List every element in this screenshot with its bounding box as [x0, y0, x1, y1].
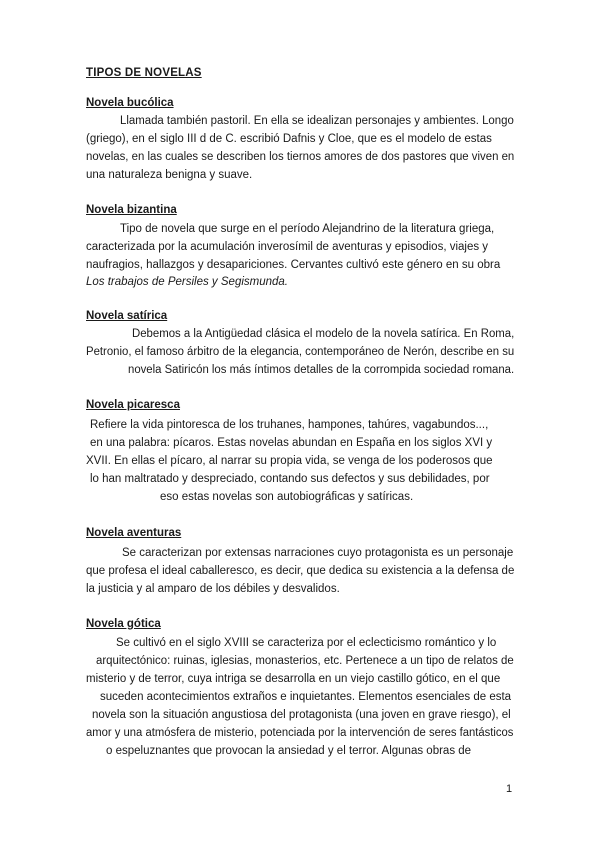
paragraph-line: una naturaleza benigna y suave. [86, 169, 253, 181]
paragraph-line: suceden acontecimientos extraños e inquietantes. Elementos esenciales de esta [100, 691, 512, 703]
document-title: TIPOS DE NOVELAS [86, 67, 202, 79]
section-heading-satirica: Novela satírica [86, 310, 168, 322]
paragraph-line: novela Satiricón los más íntimos detalles de la corrompida sociedad romana. [128, 364, 515, 376]
paragraph-line: misterio y de terror, cuya intriga se desarrolla en un viejo castillo gótico, en el que [86, 673, 501, 685]
paragraph-line: eso estas novelas son autobiográficas y satíricas. [160, 491, 414, 503]
paragraph-line: (griego), en el siglo III d de C. escribió Dafnis y Cloe, que es el modelo de estas [86, 133, 492, 145]
section-heading-picaresca: Novela picaresca [86, 399, 180, 411]
paragraph-line: arquitectónico: ruinas, iglesias, monasterios, etc. Pertenece a un tipo de relatos de [96, 655, 514, 667]
paragraph-line: Los trabajos de Persiles y Segismunda. [86, 276, 288, 288]
paragraph-line: la justicia y al amparo de los débiles y desvalidos. [86, 583, 340, 595]
paragraph-line: Llamada también pastoril. En ella se idealizan personajes y ambientes. Longo [120, 115, 514, 127]
paragraph-line: XVII. En ellas el pícaro, al narrar su propia vida, se venga de los poderosos que [86, 455, 493, 467]
section-heading-aventuras: Novela aventuras [86, 527, 182, 539]
section-heading-gotica: Novela gótica [86, 618, 161, 630]
paragraph-line: en una palabra: pícaros. Estas novelas abundan en España en los siglos XVI y [90, 437, 493, 449]
paragraph-line: amor y una atmósfera de misterio, potenciada por la intervención de seres fantásticos [86, 727, 514, 739]
page-number: 1 [506, 783, 513, 795]
section-heading-bizantina: Novela bizantina [86, 204, 177, 216]
paragraph-line: novela son la situación angustiosa del protagonista (una joven en grave riesgo), el [92, 709, 511, 721]
paragraph-line: Petronio, el famoso árbitro de la elegancia, contemporáneo de Nerón, describe en su [86, 346, 515, 358]
paragraph-line: Se cultivó en el siglo XVIII se caracteriza por el eclecticismo romántico y lo [116, 637, 497, 649]
paragraph-line: naufragios, hallazgos y desapariciones. Cervantes cultivó este género en su obra [86, 259, 501, 271]
paragraph-line: que profesa el ideal caballeresco, es decir, que dedica su existencia a la defensa de [86, 565, 515, 577]
paragraph-line: novelas, en las cuales se describen los tiernos amores de dos pastores que viven en [86, 151, 515, 163]
section-heading-bucolica: Novela bucólica [86, 97, 174, 109]
paragraph-line: o espeluznantes que provocan la ansiedad y el terror. Algunas obras de [106, 745, 472, 757]
paragraph-line: Refiere la vida pintoresca de los truhanes, hampones, tahúres, vagabundos..., [90, 419, 489, 431]
paragraph-line: Se caracterizan por extensas narraciones cuyo protagonista es un personaje [122, 547, 514, 559]
paragraph-line: caracterizada por la acumulación inverosímil de aventuras y episodios, viajes y [86, 241, 489, 253]
paragraph-line: Debemos a la Antigüedad clásica el modelo de la novela satírica. En Roma, [132, 328, 515, 340]
paragraph-line: lo han maltratado y despreciado, contando sus defectos y sus debilidades, por [90, 473, 490, 485]
paragraph-line: Tipo de novela que surge en el período Alejandrino de la literatura griega, [120, 223, 495, 235]
